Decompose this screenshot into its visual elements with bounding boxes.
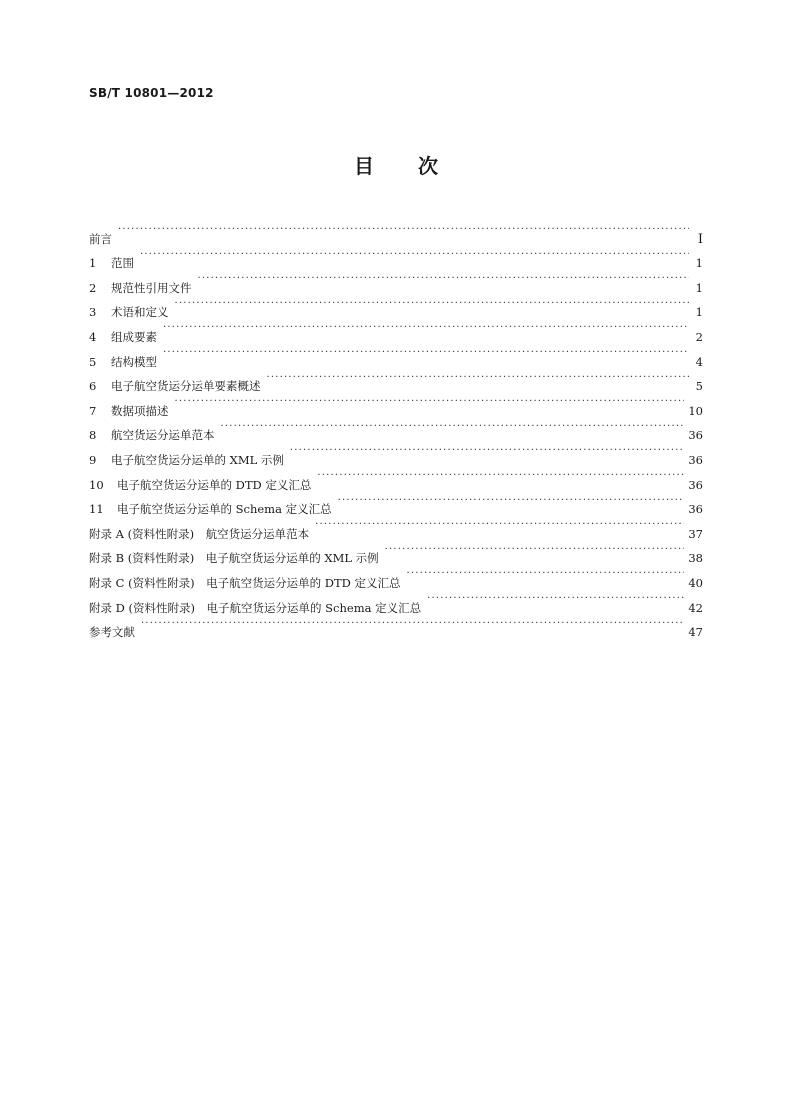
toc-leader-dots xyxy=(221,415,685,440)
toc-entry-page: 38 xyxy=(688,551,703,566)
toc-entry-label: 前言 xyxy=(89,231,112,246)
toc-entry-page: 5 xyxy=(695,379,703,394)
toc-entry-label: 附录 C (资料性附录) 电子航空货运分运单的 DTD 定义汇总 xyxy=(89,575,401,590)
toc-entry-page: 47 xyxy=(688,625,703,640)
toc-entry-label: 组成要素 xyxy=(111,329,157,344)
toc-leader-dots xyxy=(198,267,690,292)
toc-leader-dots xyxy=(175,390,685,415)
toc-entry-8[interactable] xyxy=(89,415,703,443)
toc-entry-page: 36 xyxy=(688,502,703,517)
toc-entry-label: 术语和定义 xyxy=(111,305,169,320)
toc-entry-label: 电子航空货运分运单的 XML 示例 xyxy=(111,452,284,467)
toc-entry-6[interactable] xyxy=(89,366,703,394)
toc-leader-dots xyxy=(140,243,689,268)
toc-entry-label: 数据项描述 xyxy=(111,403,169,418)
toc-leader-dots xyxy=(385,538,685,563)
toc-entry-page: 2 xyxy=(695,329,703,344)
toc-entry-page: 36 xyxy=(688,477,703,492)
toc-entry-page: 37 xyxy=(688,526,703,541)
toc-entry-page: 1 xyxy=(695,256,703,271)
toc-entry-label: 电子航空货运分运单的 DTD 定义汇总 xyxy=(117,477,312,492)
toc-leader-dots xyxy=(407,562,685,587)
toc-leader-dots xyxy=(175,292,690,317)
toc-entry-label: 结构模型 xyxy=(111,354,157,369)
toc-entry-label: 附录 B (资料性附录) 电子航空货运分运单的 XML 示例 xyxy=(89,551,379,566)
toc-entry-4[interactable] xyxy=(89,316,703,344)
toc-entry-2[interactable] xyxy=(89,267,703,295)
toc-leader-dots xyxy=(141,612,684,637)
toc-entry-label: 规范性引用文件 xyxy=(111,280,192,295)
toc-leader-dots xyxy=(338,489,685,514)
toc-entry-number: 10 xyxy=(89,477,104,492)
toc-entry-label: 附录 D (资料性附录) 电子航空货运分运单的 Schema 定义汇总 xyxy=(89,600,422,615)
toc-entry-3[interactable] xyxy=(89,292,703,320)
toc-title xyxy=(0,150,792,179)
toc-entry-page: 1 xyxy=(695,305,703,320)
toc-leader-dots xyxy=(317,464,684,489)
toc-leader-dots xyxy=(290,439,684,464)
toc-list xyxy=(89,218,703,640)
toc-entry-foreword[interactable] xyxy=(89,218,703,247)
toc-entry-1[interactable] xyxy=(89,243,703,271)
toc-entry-number: 4 xyxy=(89,329,97,344)
toc-entry-bibliography[interactable] xyxy=(89,612,703,640)
toc-entry-number: 8 xyxy=(89,428,97,443)
toc-entry-number: 1 xyxy=(89,256,97,271)
toc-entry-page: 36 xyxy=(688,428,703,443)
toc-entry-number: 3 xyxy=(89,305,97,320)
toc-entry-number: 7 xyxy=(89,403,97,418)
toc-entry-5[interactable] xyxy=(89,341,703,369)
toc-entry-label: 电子航空货运分运单要素概述 xyxy=(111,379,261,394)
toc-title-part1: 目 xyxy=(354,154,374,178)
toc-entry-number: 6 xyxy=(89,379,97,394)
toc-entry-page: 1 xyxy=(695,280,703,295)
standard-code: SB/T 10801—2012 xyxy=(89,86,214,100)
toc-title-part2: 次 xyxy=(418,154,438,178)
toc-leader-dots xyxy=(267,366,690,391)
toc-entry-page: 40 xyxy=(688,575,703,590)
toc-entry-label: 电子航空货运分运单的 Schema 定义汇总 xyxy=(117,502,332,517)
toc-entry-page: 10 xyxy=(688,403,703,418)
toc-entry-label: 航空货运分运单范本 xyxy=(111,428,215,443)
toc-entry-7[interactable] xyxy=(89,390,703,418)
toc-entry-page: 36 xyxy=(688,452,703,467)
toc-entry-number: 5 xyxy=(89,354,97,369)
toc-leader-dots xyxy=(163,341,689,366)
toc-entry-number: 2 xyxy=(89,280,97,295)
toc-entry-label: 参考文献 xyxy=(89,625,135,640)
toc-leader-dots xyxy=(315,513,684,538)
toc-entry-label: 范围 xyxy=(111,256,134,271)
toc-leader-dots xyxy=(163,316,689,341)
toc-entry-number: 11 xyxy=(89,502,104,517)
toc-entry-page: 42 xyxy=(688,600,703,615)
toc-entry-number: 9 xyxy=(89,452,97,467)
toc-leader-dots xyxy=(118,218,689,243)
toc-entry-page: 4 xyxy=(695,354,703,369)
toc-entry-page: Ⅰ xyxy=(697,231,703,247)
toc-leader-dots xyxy=(427,587,684,612)
toc-entry-label: 附录 A (资料性附录) 航空货运分运单范本 xyxy=(89,526,310,541)
